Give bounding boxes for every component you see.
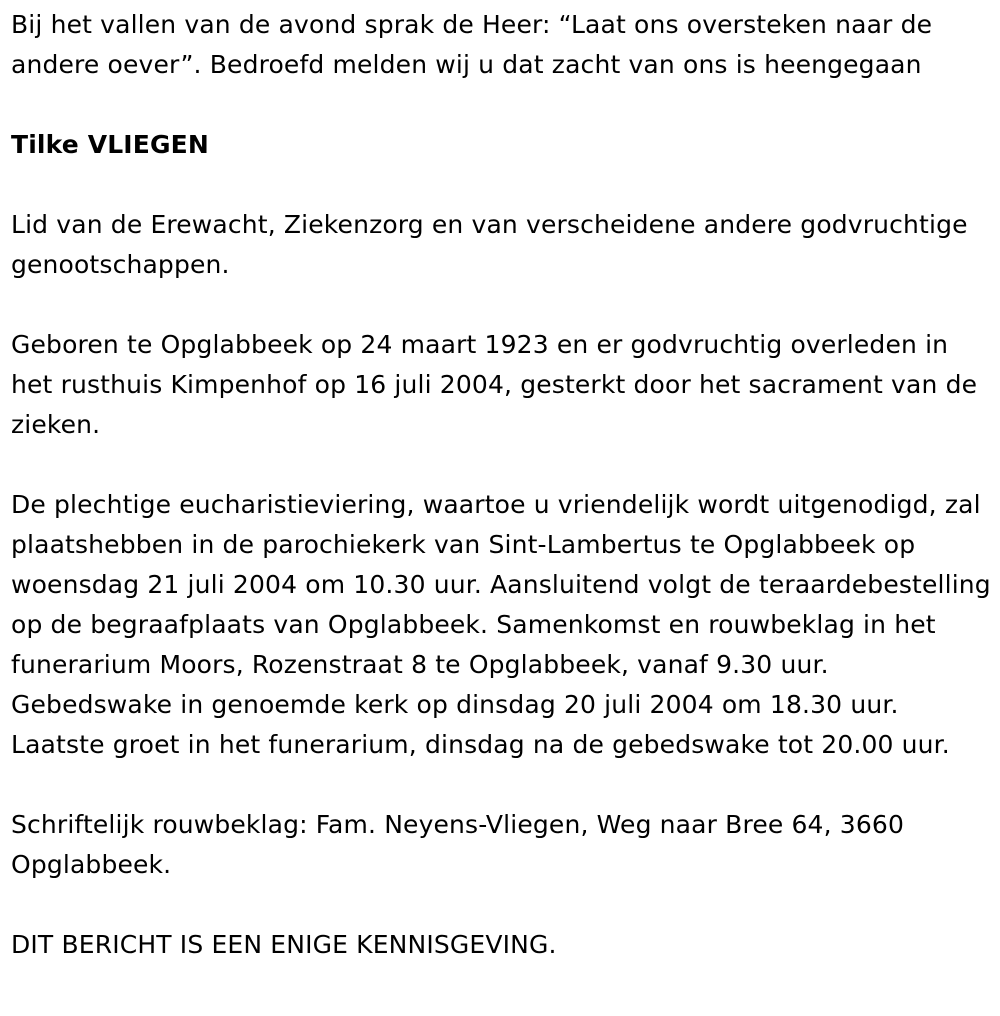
intro-paragraph: Bij het vallen van de avond sprak de Heer: “Laat ons oversteken naar de andere oever”. Bedroefd melden wij u dat zacht van ons is heengegaan [11, 10, 933, 79]
birth-death-paragraph: Geboren te Opglabbeek op 24 maart 1923 en er godvruchtig overleden in het rusthuis Kimpenhof op 16 juli 2004, gesterkt door het sacrament van de zieken. [11, 330, 978, 439]
membership-paragraph: Lid van de Erewacht, Ziekenzorg en van verscheidene andere godvruchtige genootschappen. [11, 210, 968, 279]
deceased-name: Tilke VLIEGEN [11, 130, 209, 159]
closing-notice: DIT BERICHT IS EEN ENIGE KENNISGEVING. [11, 930, 557, 959]
ceremony-paragraph: De plechtige eucharistieviering, waartoe u vriendelijk wordt uitgenodigd, zal plaatshebben in de parochiekerk van Sint-Lambertus te Opglabbeek op woensdag 21 juli 2004 om 10.30 uur. Aansluitend volgt de teraardebestelling op de begraafplaats van Opglabbeek. Samenkomst en rouwbeklag in het funerarium Moors, Rozenstraat 8 te Opglabbeek, vanaf 9.30 uur. Gebedswake in genoemde kerk op dinsdag 20 juli 2004 om 18.30 uur. Laatste groet in het funerarium, dinsdag na de gebedswake tot 20.00 uur. [11, 490, 991, 759]
death-notice [11, 5, 991, 1005]
condolences-paragraph: Schriftelijk rouwbeklag: Fam. Neyens-Vliegen, Weg naar Bree 64, 3660 Opglabbeek. [11, 810, 905, 879]
